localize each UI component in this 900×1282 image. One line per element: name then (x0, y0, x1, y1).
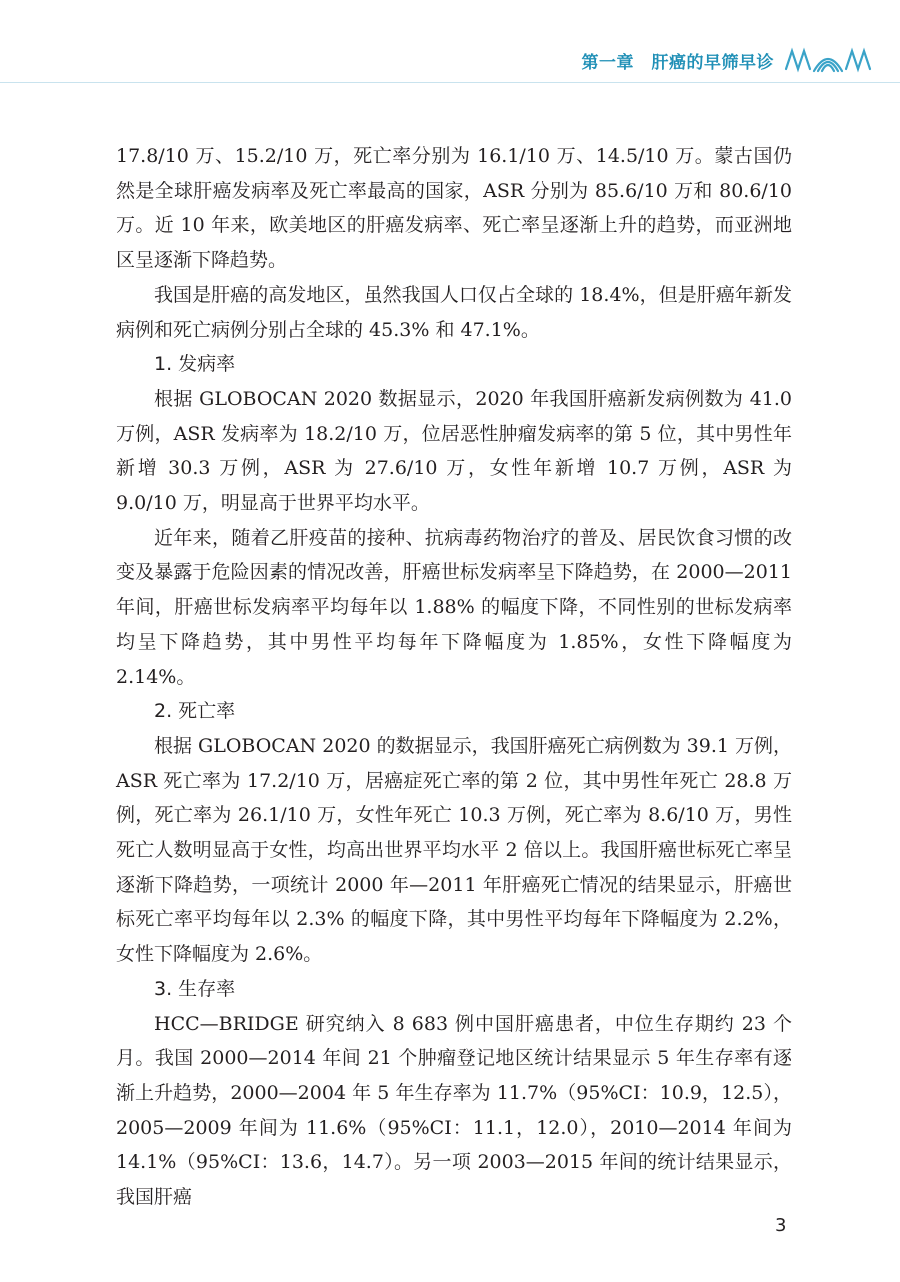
page-number: 3 (775, 1215, 787, 1236)
paragraph: 17.8/10 万、15.2/10 万，死亡率分别为 16.1/10 万、14.5/10 万。蒙古国仍然是全球肝癌发病率及死亡率最高的国家，ASR 分别为 85.6/10 万和 80.6/10 万。近 10 年来，欧美地区的肝癌发病率、死亡率呈逐渐上升的趋势，而亚洲地区呈逐渐下降趋势。 (116, 145, 792, 272)
paragraph: 根据 GLOBOCAN 2020 的数据显示，我国肝癌死亡病例数为 39.1 万例，ASR 死亡率为 17.2/10 万，居癌症死亡率的第 2 位，其中男性年死亡 28.8 万例，死亡率为 26.1/10 万，女性年死亡 10.3 万例，死亡率为 8.6/10 万，男性死亡人数明显高于女性，均高出世界平均水平 2 倍以上。我国肝癌世标死亡率呈逐渐下降趋势，一项统计 2000 年—2011 年肝癌死亡情况的结果显示，肝癌世标死亡率平均每年以 2.3% 的幅度下降，其中男性平均每年下降幅度为 2.2%，女性下降幅度为 2.6%。 (116, 734, 793, 966)
paragraph: 近年来，随着乙肝疫苗的接种、抗病毒药物治疗的普及、居民饮食习惯的改变及暴露于危险因素的情况改善，肝癌世标发病率呈下降趋势，在 2000—2011 年间，肝癌世标发病率平均每年以 1.88% 的幅度下降，不同性别的世标发病率均呈下降趋势，其中男性平均每年下降幅度为 1.85%，女性下降幅度为 2.14%。 (116, 526, 792, 688)
section-heading-incidence: 1. 发病率 (154, 353, 236, 376)
header-rule (0, 82, 900, 83)
page-body (116, 139, 792, 1215)
chapter-title: 第一章 肝癌的早筛早诊 (581, 52, 774, 73)
wave-logo-icon (784, 47, 872, 73)
paragraph: 根据 GLOBOCAN 2020 数据显示，2020 年我国肝癌新发病例数为 41.0 万例，ASR 发病率为 18.2/10 万，位居恶性肿瘤发病率的第 5 位，其中男性年新增 30.3 万例，ASR 为 27.6/10 万，女性年新增 10.7 万例，ASR 为 9.0/10 万，明显高于世界平均水平。 (116, 387, 792, 515)
section-heading-survival: 3. 生存率 (154, 977, 236, 1000)
paragraph: HCC—BRIDGE 研究纳入 8 683 例中国肝癌患者，中位生存期约 23 个月。我国 2000—2014 年间 21 个肿瘤登记地区统计结果显示 5 年生存率有逐渐上升趋势，2000—2004 年 5 年生存率为 11.7%（95%CI：10.9，12.5），2005—2009 年间为 11.6%（95%CI：11.1，12.0），2010—2014 年间为 14.1%（95%CI：13.6，14.7）。另一项 2003—2015 年间的统计结果显示，我国肝癌 (116, 1012, 792, 1209)
running-header (582, 47, 873, 73)
paragraph: 我国是肝癌的高发地区，虽然我国人口仅占全球的 18.4%，但是肝癌年新发病例和死亡病例分别占全球的 45.3% 和 47.1%。 (116, 283, 792, 341)
section-heading-mortality: 2. 死亡率 (154, 700, 236, 723)
